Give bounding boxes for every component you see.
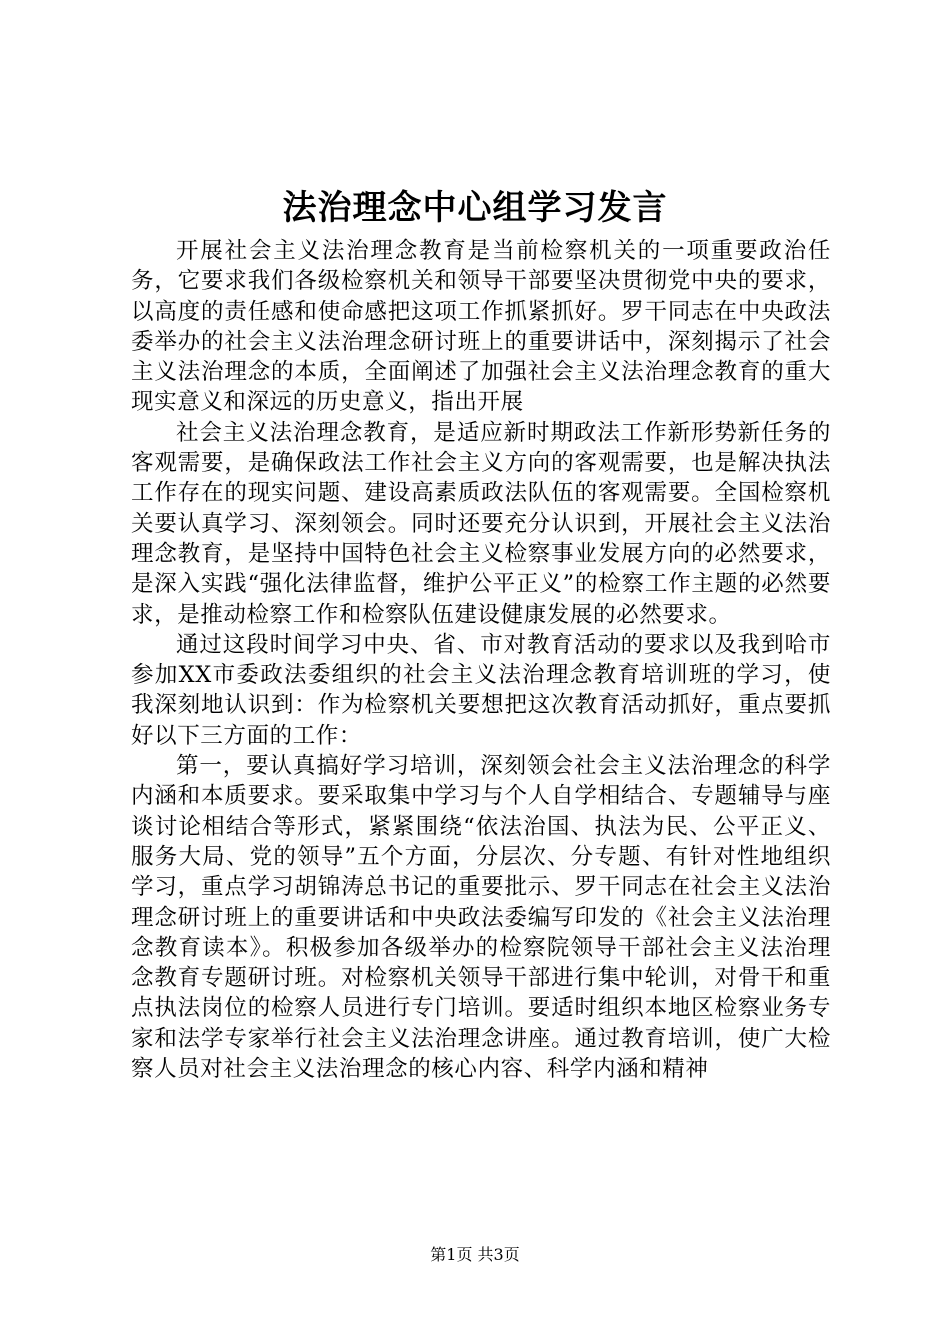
paragraph-2: 社会主义法治理念教育，是适应新时期政法工作新形势新任务的客观需要，是确保政法工作社会主义方向的客观需要，也是解决执法工作存在的现实问题、建设高素质政法队伍的客观需要。全国检察机关要认真学习、深刻领会。同时还要充分认识到，开展社会主义法治理念教育，是坚持中国特色社会主义检察事业发展方向的必然要求，是深入实践“强化法律监督，维护公平正义”的检察工作主题的必然要求，是推动检察工作和检察队伍建设健康发展的必然要求。 [131, 419, 831, 628]
paragraph-1: 开展社会主义法治理念教育是当前检察机关的一项重要政治任务，它要求我们各级检察机关和领导干部要坚决贯彻党中央的要求，以高度的责任感和使命感把这项工作抓紧抓好。罗干同志在中央政法委举办的社会主义法治理念研讨班上的重要讲话中，深刻揭示了社会主义法治理念的本质，全面阐述了加强社会主义法治理念教育的重大现实意义和深远的历史意义，指出开展 [131, 238, 831, 416]
paragraph-4: 第一，要认真搞好学习培训，深刻领会社会主义法治理念的科学内涵和本质要求。要采取集中学习与个人自学相结合、专题辅导与座谈讨论相结合等形式，紧紧围绕“依法治国、执法为民、公平正义、服务大局、党的领导”五个方面，分层次、分专题、有针对性地组织学习，重点学习胡锦涛总书记的重要批示、罗干同志在社会主义法治理念研讨班上的重要讲话和中央政法委编写印发的《社会主义法治理念教育读本》。积极参加各级举办的检察院领导干部社会主义法治理念教育专题研讨班。对检察机关领导干部进行集中轮训，对骨干和重点执法岗位的检察人员进行专门培训。要适时组织本地区检察业务专家和法学专家举行社会主义法治理念讲座。通过教育培训，使广大检察人员对社会主义法治理念的核心内容、科学内涵和精神 [131, 753, 831, 1083]
document-title: 法治理念中心组学习发言 [282, 188, 668, 228]
page-footer: 第1页 共3页 [430, 1245, 520, 1264]
document-body [131, 236, 831, 1084]
paragraph-3: 通过这段时间学习中央、省、市对教育活动的要求以及我到哈市参加XX市委政法委组织的社会主义法治理念教育培训班的学习，使我深刻地认识到：作为检察机关要想把这次教育活动抓好，重点要抓好以下三方面的工作： [131, 631, 831, 749]
